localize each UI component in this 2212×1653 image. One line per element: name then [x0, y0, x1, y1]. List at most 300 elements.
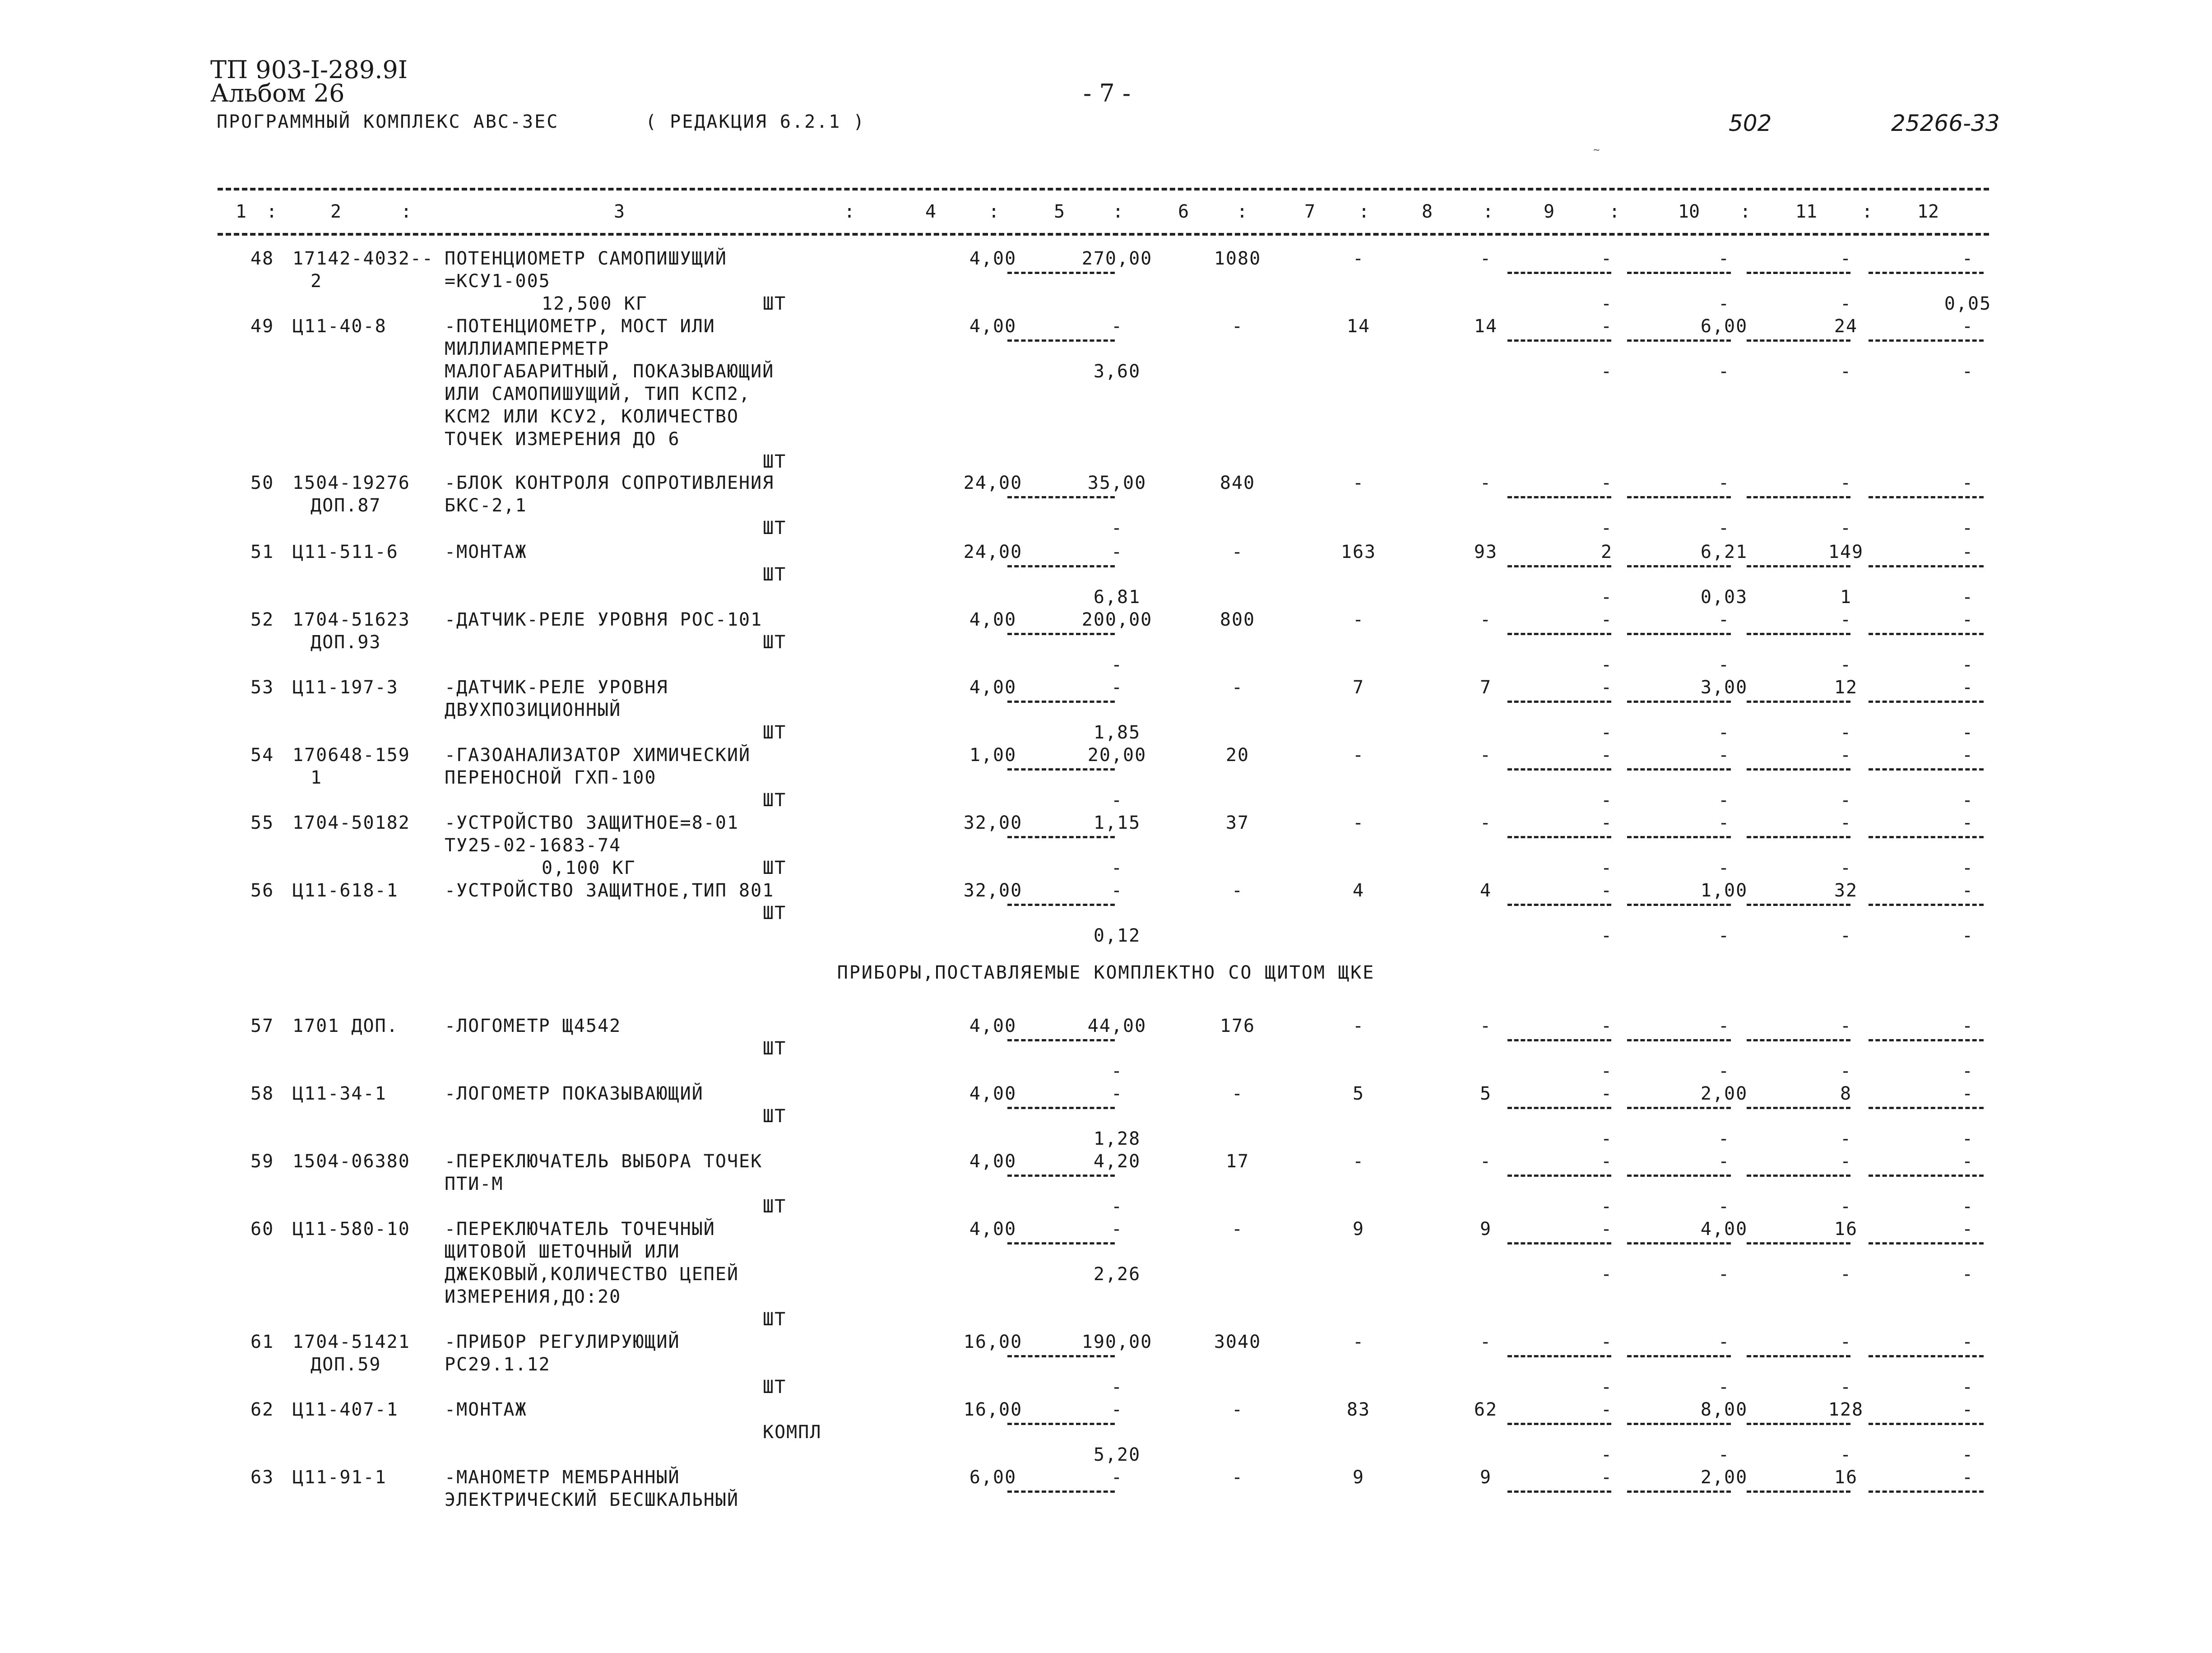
c10-cell: -: [1718, 1016, 1730, 1036]
quantity-cell: 4,00: [969, 1151, 1017, 1172]
row-number: 48: [250, 248, 274, 269]
c11-cell: 149: [1828, 542, 1864, 562]
c11-sub-cell: -: [1840, 361, 1852, 382]
unit-label: ШТ: [763, 1038, 787, 1059]
cell-dash-rule: [1507, 904, 1611, 906]
row-number: 52: [250, 609, 274, 630]
item-weight: 0,100 КГ: [542, 858, 636, 878]
cell-dash-rule: [1627, 904, 1731, 906]
c12-cell: -: [1962, 880, 1974, 901]
column-separator: :: [1861, 201, 1873, 222]
col7-cell: 7: [1352, 677, 1365, 698]
cell-dash-rule: [1627, 565, 1731, 567]
col7-cell: 4: [1352, 880, 1365, 901]
c10-sub-cell: -: [1718, 293, 1730, 314]
c12-cell: -: [1962, 1016, 1974, 1036]
cell-dash-rule: [1007, 701, 1115, 703]
cell-dash-rule: [1747, 1107, 1850, 1109]
item-name-line: ЭЛЕКТРИЧЕСКИЙ БЕСШКАЛЬНЫЙ: [445, 1490, 739, 1510]
col7-cell: 163: [1340, 542, 1377, 562]
cell-dash-rule: [1869, 836, 1984, 838]
c9-cell: -: [1600, 473, 1613, 493]
cell-dash-rule: [1627, 339, 1731, 342]
section-title: ПРИБОРЫ,ПОСТАВЛЯЕМЫЕ КОМПЛЕКТНО СО ЩИТОМ ЩКЕ: [837, 962, 1375, 983]
c10-sub-cell: -: [1718, 790, 1730, 811]
cell-dash-rule: [1007, 496, 1115, 498]
cell-dash-rule: [1007, 1355, 1115, 1357]
cost-cell: -: [1231, 1083, 1244, 1104]
item-name-line: -ДАТЧИК-РЕЛЕ УРОВНЯ РОС-101: [445, 609, 763, 630]
price-sub-cell: 1,28: [1093, 1128, 1141, 1149]
c12-sub-cell: -: [1962, 655, 1974, 675]
cell-dash-rule: [1627, 1175, 1731, 1177]
item-name-line: ИЛИ САМОПИШУЩИЙ, ТИП КСП2,: [445, 384, 751, 404]
col7-cell: -: [1352, 1332, 1365, 1352]
c9-cell: -: [1600, 1399, 1613, 1420]
c11-cell: 32: [1834, 880, 1858, 901]
column-header-2: 2: [330, 201, 342, 222]
col7-cell: 9: [1352, 1467, 1365, 1488]
price-cell: 20,00: [1087, 745, 1147, 766]
c11-sub-cell: -: [1840, 1444, 1852, 1465]
c9-cell: -: [1600, 1332, 1613, 1352]
c11-cell: -: [1840, 745, 1852, 766]
c12-cell: -: [1962, 473, 1974, 493]
c12-sub-cell: -: [1962, 858, 1974, 878]
item-code: Ц11-91-1: [292, 1467, 387, 1488]
c12-sub-cell: -: [1962, 1061, 1974, 1082]
c9-sub-cell: -: [1600, 655, 1613, 675]
price-cell: -: [1111, 1399, 1123, 1420]
item-name-line: ТОЧЕК ИЗМЕРЕНИЯ ДО 6: [445, 429, 680, 450]
c10-sub-cell: -: [1718, 1377, 1730, 1398]
cell-dash-rule: [1007, 904, 1115, 906]
c9-sub-cell: -: [1600, 1377, 1613, 1398]
item-weight: 12,500 КГ: [542, 293, 648, 314]
c10-cell: -: [1718, 813, 1730, 833]
col8-cell: 9: [1479, 1467, 1492, 1488]
album-label: Альбом 26: [210, 79, 345, 107]
c11-cell: 128: [1828, 1399, 1864, 1420]
cell-dash-rule: [1747, 272, 1850, 274]
cell-dash-rule: [1007, 633, 1115, 635]
cell-dash-rule: [1627, 633, 1731, 635]
cell-dash-rule: [1747, 565, 1850, 567]
item-code: 1504-19276: [292, 473, 410, 493]
unit-label: ШТ: [763, 722, 787, 743]
item-name-line: ЩИТОВОЙ ШЕТОЧНЫЙ ИЛИ: [445, 1241, 680, 1262]
column-header-11: 11: [1795, 201, 1818, 222]
cost-cell: 800: [1220, 609, 1256, 630]
cell-dash-rule: [1507, 1423, 1611, 1425]
cell-dash-rule: [1507, 1242, 1611, 1244]
quantity-cell: 24,00: [963, 542, 1023, 562]
item-name-line: -ПРИБОР РЕГУЛИРУЮЩИЙ: [445, 1332, 680, 1352]
col7-cell: 5: [1352, 1083, 1365, 1104]
cell-dash-rule: [1627, 1423, 1731, 1425]
cell-dash-rule: [1747, 1490, 1850, 1493]
c11-sub-cell: -: [1840, 790, 1852, 811]
unit-label: ШТ: [763, 518, 787, 539]
cell-dash-rule: [1627, 1490, 1731, 1493]
item-name-line: -МАНОМЕТР МЕМБРАННЫЙ: [445, 1467, 680, 1488]
price-cell: 44,00: [1087, 1016, 1147, 1036]
col8-cell: -: [1479, 609, 1492, 630]
c12-cell: -: [1962, 542, 1974, 562]
item-name-line: -МОНТАЖ: [445, 542, 527, 562]
price-sub-cell: -: [1111, 1377, 1123, 1398]
item-name-line: МАЛОГАБАРИТНЫЙ, ПОКАЗЫВАЮЩИЙ: [445, 361, 774, 382]
c10-cell: 6,21: [1700, 542, 1748, 562]
c10-sub-cell: 0,03: [1700, 587, 1748, 608]
table-header-rule: [218, 233, 1989, 236]
cell-dash-rule: [1627, 1107, 1731, 1109]
c10-cell: -: [1718, 1151, 1730, 1172]
c11-cell: -: [1840, 609, 1852, 630]
cost-cell: -: [1231, 880, 1244, 901]
col8-cell: -: [1479, 473, 1492, 493]
price-sub-cell: -: [1111, 1061, 1123, 1082]
column-separator: :: [1609, 201, 1620, 222]
cell-dash-rule: [1507, 1175, 1611, 1177]
price-sub-cell: -: [1111, 518, 1123, 539]
quantity-cell: 4,00: [969, 677, 1017, 698]
price-sub-cell: 0,12: [1093, 925, 1141, 946]
cell-dash-rule: [1007, 1107, 1115, 1109]
doc-code: ТП 903-I-289.9I: [210, 56, 408, 84]
cell-dash-rule: [1747, 1175, 1850, 1177]
item-code: Ц11-511-6: [292, 542, 399, 562]
quantity-cell: 16,00: [963, 1399, 1023, 1420]
c12-sub-cell: -: [1962, 1196, 1974, 1217]
cell-dash-rule: [1869, 1242, 1984, 1244]
cell-dash-rule: [1869, 633, 1984, 635]
edition-label: ( РЕДАКЦИЯ 6.2.1 ): [645, 111, 866, 132]
price-sub-cell: 6,81: [1093, 587, 1141, 608]
cell-dash-rule: [1007, 1039, 1115, 1041]
row-number: 56: [250, 880, 274, 901]
c10-sub-cell: -: [1718, 722, 1730, 743]
c11-sub-cell: -: [1840, 1128, 1852, 1149]
cell-dash-rule: [1007, 768, 1115, 771]
cell-dash-rule: [1627, 272, 1731, 274]
item-name-line: ИЗМЕРЕНИЯ,ДО:20: [445, 1286, 621, 1307]
c9-cell: -: [1600, 316, 1613, 337]
price-cell: -: [1111, 880, 1123, 901]
price-cell: -: [1111, 542, 1123, 562]
unit-label: ШТ: [763, 1377, 787, 1398]
cell-dash-rule: [1507, 1039, 1611, 1041]
c12-cell: -: [1962, 248, 1974, 269]
cell-dash-rule: [1007, 272, 1115, 274]
item-code: 2: [311, 271, 323, 292]
row-number: 62: [250, 1399, 274, 1420]
col7-cell: -: [1352, 248, 1365, 269]
c10-sub-cell: -: [1718, 1128, 1730, 1149]
c12-cell: -: [1962, 745, 1974, 766]
price-cell: 200,00: [1081, 609, 1153, 630]
cell-dash-rule: [1869, 1355, 1984, 1357]
c9-sub-cell: -: [1600, 1128, 1613, 1149]
col8-cell: -: [1479, 813, 1492, 833]
item-name-line: ПТИ-М: [445, 1174, 504, 1194]
price-cell: -: [1111, 316, 1123, 337]
price-cell: 270,00: [1081, 248, 1153, 269]
cell-dash-rule: [1869, 565, 1984, 567]
c11-sub-cell: 1: [1840, 587, 1852, 608]
column-header-5: 5: [1053, 201, 1065, 222]
c12-cell: -: [1962, 609, 1974, 630]
price-sub-cell: -: [1111, 858, 1123, 878]
c11-cell: -: [1840, 1332, 1852, 1352]
c11-cell: 16: [1834, 1467, 1858, 1488]
row-number: 54: [250, 745, 274, 766]
cell-dash-rule: [1507, 633, 1611, 635]
item-name-line: -ПЕРЕКЛЮЧАТЕЛЬ ВЫБОРА ТОЧЕК: [445, 1151, 763, 1172]
c10-sub-cell: -: [1718, 518, 1730, 539]
column-header-3: 3: [613, 201, 625, 222]
item-code: ДОП.93: [311, 632, 381, 653]
col8-cell: -: [1479, 745, 1492, 766]
c10-cell: 6,00: [1700, 316, 1748, 337]
col7-cell: 14: [1346, 316, 1371, 337]
cell-dash-rule: [1747, 904, 1850, 906]
c10-sub-cell: -: [1718, 1061, 1730, 1082]
cell-dash-rule: [1507, 339, 1611, 342]
c9-sub-cell: -: [1600, 925, 1613, 946]
unit-label: ШТ: [763, 790, 787, 811]
c9-cell: -: [1600, 248, 1613, 269]
item-name-line: -МОНТАЖ: [445, 1399, 527, 1420]
c10-cell: 4,00: [1700, 1219, 1748, 1240]
quantity-cell: 4,00: [969, 316, 1017, 337]
quantity-cell: 4,00: [969, 1219, 1017, 1240]
col7-cell: -: [1352, 1016, 1365, 1036]
program-name: ПРОГРАММНЫЙ КОМПЛЕКС АВС-ЗЕС: [217, 111, 559, 132]
row-number: 51: [250, 542, 274, 562]
c9-sub-cell: -: [1600, 361, 1613, 382]
cost-cell: -: [1231, 1467, 1244, 1488]
item-code: Ц11-407-1: [292, 1399, 399, 1420]
price-sub-cell: -: [1111, 790, 1123, 811]
cell-dash-rule: [1007, 339, 1115, 342]
item-name-line: ПОТЕНЦИОМЕТР САМОПИШУЩИЙ: [445, 248, 727, 269]
cell-dash-rule: [1007, 1175, 1115, 1177]
c12-sub-cell: -: [1962, 518, 1974, 539]
col7-cell: -: [1352, 745, 1365, 766]
c11-sub-cell: -: [1840, 1196, 1852, 1217]
column-separator: :: [1739, 201, 1751, 222]
item-name-line: РС29.1.12: [445, 1354, 551, 1375]
c12-cell: -: [1962, 813, 1974, 833]
unit-label: ШТ: [763, 1106, 787, 1127]
cell-dash-rule: [1627, 701, 1731, 703]
row-number: 49: [250, 316, 274, 337]
price-cell: 35,00: [1087, 473, 1147, 493]
cell-dash-rule: [1747, 633, 1850, 635]
c9-cell: -: [1600, 880, 1613, 901]
col8-cell: -: [1479, 248, 1492, 269]
c10-cell: 8,00: [1700, 1399, 1748, 1420]
cell-dash-rule: [1869, 496, 1984, 498]
cost-cell: 37: [1225, 813, 1250, 833]
c11-cell: -: [1840, 473, 1852, 493]
c12-sub-cell: -: [1962, 722, 1974, 743]
c11-sub-cell: -: [1840, 1264, 1852, 1285]
c10-cell: 1,00: [1700, 880, 1748, 901]
col8-cell: 93: [1474, 542, 1498, 562]
cell-dash-rule: [1869, 768, 1984, 771]
unit-label: ШТ: [763, 293, 787, 314]
unit-label: КОМПЛ: [763, 1422, 822, 1443]
item-code: 1704-50182: [292, 813, 410, 833]
c10-sub-cell: -: [1718, 1264, 1730, 1285]
cell-dash-rule: [1747, 836, 1850, 838]
cost-cell: -: [1231, 1219, 1244, 1240]
quantity-cell: 16,00: [963, 1332, 1023, 1352]
col7-cell: -: [1352, 813, 1365, 833]
cost-cell: -: [1231, 316, 1244, 337]
quantity-cell: 4,00: [969, 609, 1017, 630]
unit-label: ШТ: [763, 1196, 787, 1217]
item-code: Ц11-618-1: [292, 880, 399, 901]
quantity-cell: 4,00: [969, 248, 1017, 269]
cell-dash-rule: [1747, 1242, 1850, 1244]
row-number: 60: [250, 1219, 274, 1240]
item-code: Ц11-197-3: [292, 677, 399, 698]
quantity-cell: 6,00: [969, 1467, 1017, 1488]
item-code: ДОП.59: [311, 1354, 381, 1375]
item-code: 1704-51421: [292, 1332, 410, 1352]
c10-cell: -: [1718, 609, 1730, 630]
cost-cell: 17: [1225, 1151, 1250, 1172]
c10-cell: 2,00: [1700, 1083, 1748, 1104]
cost-cell: 840: [1220, 473, 1256, 493]
c9-cell: -: [1600, 1219, 1613, 1240]
cell-dash-rule: [1869, 904, 1984, 906]
column-header-10: 10: [1678, 201, 1700, 222]
cell-dash-rule: [1747, 339, 1850, 342]
c9-cell: -: [1600, 677, 1613, 698]
c9-sub-cell: -: [1600, 722, 1613, 743]
price-cell: 4,20: [1093, 1151, 1141, 1172]
item-name-line: МИЛЛИАМПЕРМЕТР: [445, 339, 610, 359]
quantity-cell: 1,00: [969, 745, 1017, 766]
unit-label: ШТ: [763, 632, 787, 653]
c11-cell: 8: [1840, 1083, 1852, 1104]
c9-cell: -: [1600, 1083, 1613, 1104]
c12-cell: -: [1962, 677, 1974, 698]
cell-dash-rule: [1627, 1355, 1731, 1357]
column-separator: :: [400, 201, 412, 222]
cell-dash-rule: [1627, 768, 1731, 771]
price-cell: -: [1111, 1083, 1123, 1104]
c11-cell: 24: [1834, 316, 1858, 337]
price-cell: -: [1111, 1219, 1123, 1240]
cell-dash-rule: [1007, 836, 1115, 838]
quantity-cell: 32,00: [963, 813, 1023, 833]
c10-sub-cell: -: [1718, 858, 1730, 878]
c12-sub-cell: -: [1962, 1264, 1974, 1285]
column-separator: :: [1236, 201, 1248, 222]
c11-cell: -: [1840, 248, 1852, 269]
c12-cell: -: [1962, 1219, 1974, 1240]
cell-dash-rule: [1507, 1355, 1611, 1357]
c12-sub-cell: -: [1962, 1128, 1974, 1149]
col8-cell: 14: [1474, 316, 1498, 337]
table-top-rule: [218, 188, 1989, 190]
item-code: Ц11-580-10: [292, 1219, 410, 1240]
item-name-line: ДВУХПОЗИЦИОННЫЙ: [445, 700, 621, 720]
cell-dash-rule: [1747, 1423, 1850, 1425]
cell-dash-rule: [1507, 768, 1611, 771]
col8-cell: 5: [1479, 1083, 1492, 1104]
c10-sub-cell: -: [1718, 925, 1730, 946]
column-header-6: 6: [1178, 201, 1189, 222]
cell-dash-rule: [1747, 701, 1850, 703]
col8-cell: 4: [1479, 880, 1492, 901]
item-name-line: -ПЕРЕКЛЮЧАТЕЛЬ ТОЧЕЧНЫЙ: [445, 1219, 715, 1240]
c11-sub-cell: -: [1840, 518, 1852, 539]
price-cell: 190,00: [1081, 1332, 1153, 1352]
item-name-line: БКС-2,1: [445, 495, 527, 516]
c9-sub-cell: -: [1600, 1444, 1613, 1465]
col7-cell: -: [1352, 1151, 1365, 1172]
c12-cell: -: [1962, 1399, 1974, 1420]
row-number: 61: [250, 1332, 274, 1352]
column-separator: :: [844, 201, 855, 222]
c11-sub-cell: -: [1840, 722, 1852, 743]
cost-cell: 20: [1225, 745, 1250, 766]
cell-dash-rule: [1869, 272, 1984, 274]
row-number: 50: [250, 473, 274, 493]
c10-cell: -: [1718, 248, 1730, 269]
c9-cell: -: [1600, 745, 1613, 766]
item-name-line: ПЕРЕНОСНОЙ ГХП-100: [445, 767, 657, 788]
price-sub-cell: 1,85: [1093, 722, 1141, 743]
item-name-line: -УСТРОЙСТВО ЗАЩИТНОЕ,ТИП 801: [445, 880, 774, 901]
c10-cell: -: [1718, 473, 1730, 493]
column-header-4: 4: [925, 201, 937, 222]
c10-cell: 3,00: [1700, 677, 1748, 698]
col7-cell: -: [1352, 609, 1365, 630]
c11-sub-cell: -: [1840, 1061, 1852, 1082]
c12-sub-cell: -: [1962, 361, 1974, 382]
cost-cell: -: [1231, 1399, 1244, 1420]
price-sub-cell: 2,26: [1093, 1264, 1141, 1285]
c11-sub-cell: -: [1840, 1377, 1852, 1398]
c12-sub-cell: -: [1962, 790, 1974, 811]
cell-dash-rule: [1869, 1423, 1984, 1425]
c11-sub-cell: -: [1840, 925, 1852, 946]
cell-dash-rule: [1007, 565, 1115, 567]
col7-cell: 83: [1346, 1399, 1371, 1420]
cost-cell: -: [1231, 677, 1244, 698]
page-number: - 7 -: [1083, 79, 1131, 107]
column-header-8: 8: [1421, 201, 1433, 222]
cell-dash-rule: [1507, 1107, 1611, 1109]
item-code: 1704-51623: [292, 609, 410, 630]
col7-cell: -: [1352, 473, 1365, 493]
item-code: 17142-4032--: [292, 248, 434, 269]
cell-dash-rule: [1507, 836, 1611, 838]
c9-sub-cell: -: [1600, 790, 1613, 811]
c11-cell: -: [1840, 813, 1852, 833]
item-name-line: -ЛОГОМЕТР ПОКАЗЫВАЮЩИЙ: [445, 1083, 704, 1104]
column-header-1: 1: [235, 201, 247, 222]
c10-cell: 2,00: [1700, 1467, 1748, 1488]
cost-cell: 176: [1220, 1016, 1256, 1036]
